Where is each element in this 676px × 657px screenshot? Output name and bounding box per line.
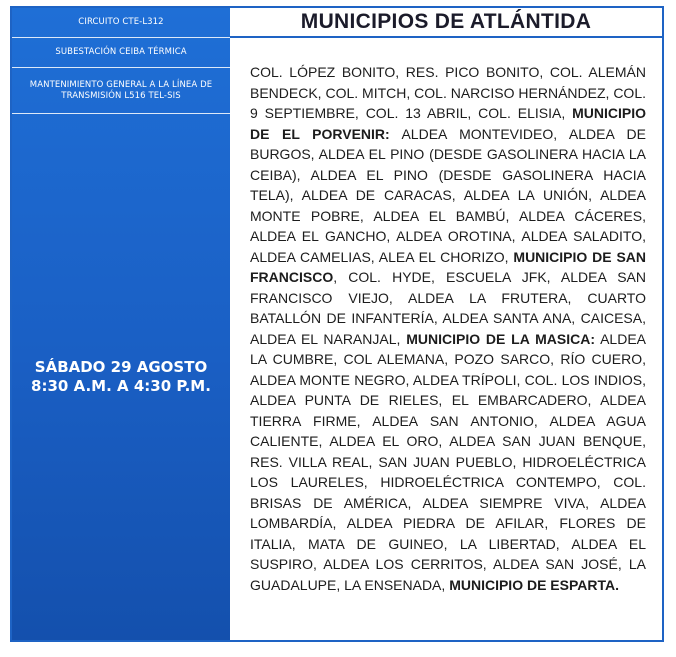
- main-panel: [230, 8, 662, 640]
- areas-segment-2: ALDEA MONTEVIDEO, ALDEA DE BURGOS, ALDEA EL PINO (DESDE GASOLINERA HACIA LA CEIBA), ALDEA EL PINO (DESDE GASOLINERA HACIA TELA), ALDEA DE CARACAS, ALDEA LA UNIÓN, ALDEA MONTE POBRE, ALDEA EL BAMBÚ, ALDEA CÁCERES, ALDEA EL GANCHO, ALDEA OROTINA, ALDEA SALADITO, ALDEA CAMELIAS, ALEA EL CHORIZO,: [250, 125, 646, 265]
- schedule-date: SÁBADO 29 AGOSTO: [34, 358, 208, 376]
- schedule-block: [12, 358, 230, 396]
- notice-frame: [10, 6, 664, 642]
- maintenance-label: MANTENIMIENTO GENERAL A LA LÍNEA DE TRANSMISIÓN L516 TEL-SIS: [12, 68, 230, 114]
- schedule-time: 8:30 A.M. A 4:30 P.M.: [31, 377, 211, 395]
- municipality-esparta: MUNICIPIO DE ESPARTA.: [449, 576, 620, 593]
- municipality-san-francisco: MUNICIPIO DE SAN FRANCISCO: [250, 248, 647, 285]
- substation-label: SUBESTACIÓN CEIBA TÉRMICA: [12, 38, 230, 68]
- municipality-el-porvenir: MUNICIPIO DE EL PORVENIR:: [250, 105, 646, 142]
- affected-areas-text: [250, 62, 646, 595]
- sidebar-panel: [12, 8, 230, 640]
- page-title: MUNICIPIOS DE ATLÁNTIDA: [230, 8, 662, 38]
- areas-segment-1: COL. LÓPEZ BONITO, RES. PICO BONITO, COL. ALEMÁN BENDECK, COL. MITCH, COL. NARCISO HERNÁNDEZ, COL. 9 SEPTIEMBRE, COL. 13 ABRIL, COL. ELISIA,: [250, 64, 646, 121]
- areas-segment-3: , COL. HYDE, ESCUELA JFK, ALDEA SAN FRANCISCO VIEJO, ALDEA LA FRUTERA, CUARTO BATALLÓN DE INFANTERÍA, ALDEA SANTA ANA, CAICESA, ALDEA EL NARANJAL,: [250, 269, 646, 347]
- municipality-la-masica: MUNICIPIO DE LA MASICA:: [406, 330, 596, 347]
- areas-segment-4: ALDEA LA CUMBRE, COL ALEMANA, POZO SARCO, RÍO CUERO, ALDEA MONTE NEGRO, ALDEA TRÍPOLI, COL. LOS INDIOS, ALDEA PUNTA DE RIELES, EL EMBARCADERO, ALDEA TIERRA FIRME, ALDEA SAN ANTONIO, ALDEA AGUA CALIENTE, ALDEA EL ORO, ALDEA SAN JUAN BENQUE, RES. VILLA REAL, SAN JUAN PUEBLO, HIDROELÉCTRICA LOS LAURELES, HIDROELÉCTRICA CONTEMPO, COL. BRISAS DE AMÉRICA, ALDEA SIEMPRE VIVA, ALDEA LOMBARDÍA, ALDEA PIEDRA DE AFILAR, FLORES DE ITALIA, MATA DE GUINEO, LA LIBERTAD, ALDEA EL SUSPIRO, ALDEA LOS CERRITOS, ALDEA SAN JOSÉ, LA GUADALUPE, LA ENSENADA,: [250, 330, 646, 593]
- circuit-label: CIRCUITO CTE-L312: [12, 8, 230, 38]
